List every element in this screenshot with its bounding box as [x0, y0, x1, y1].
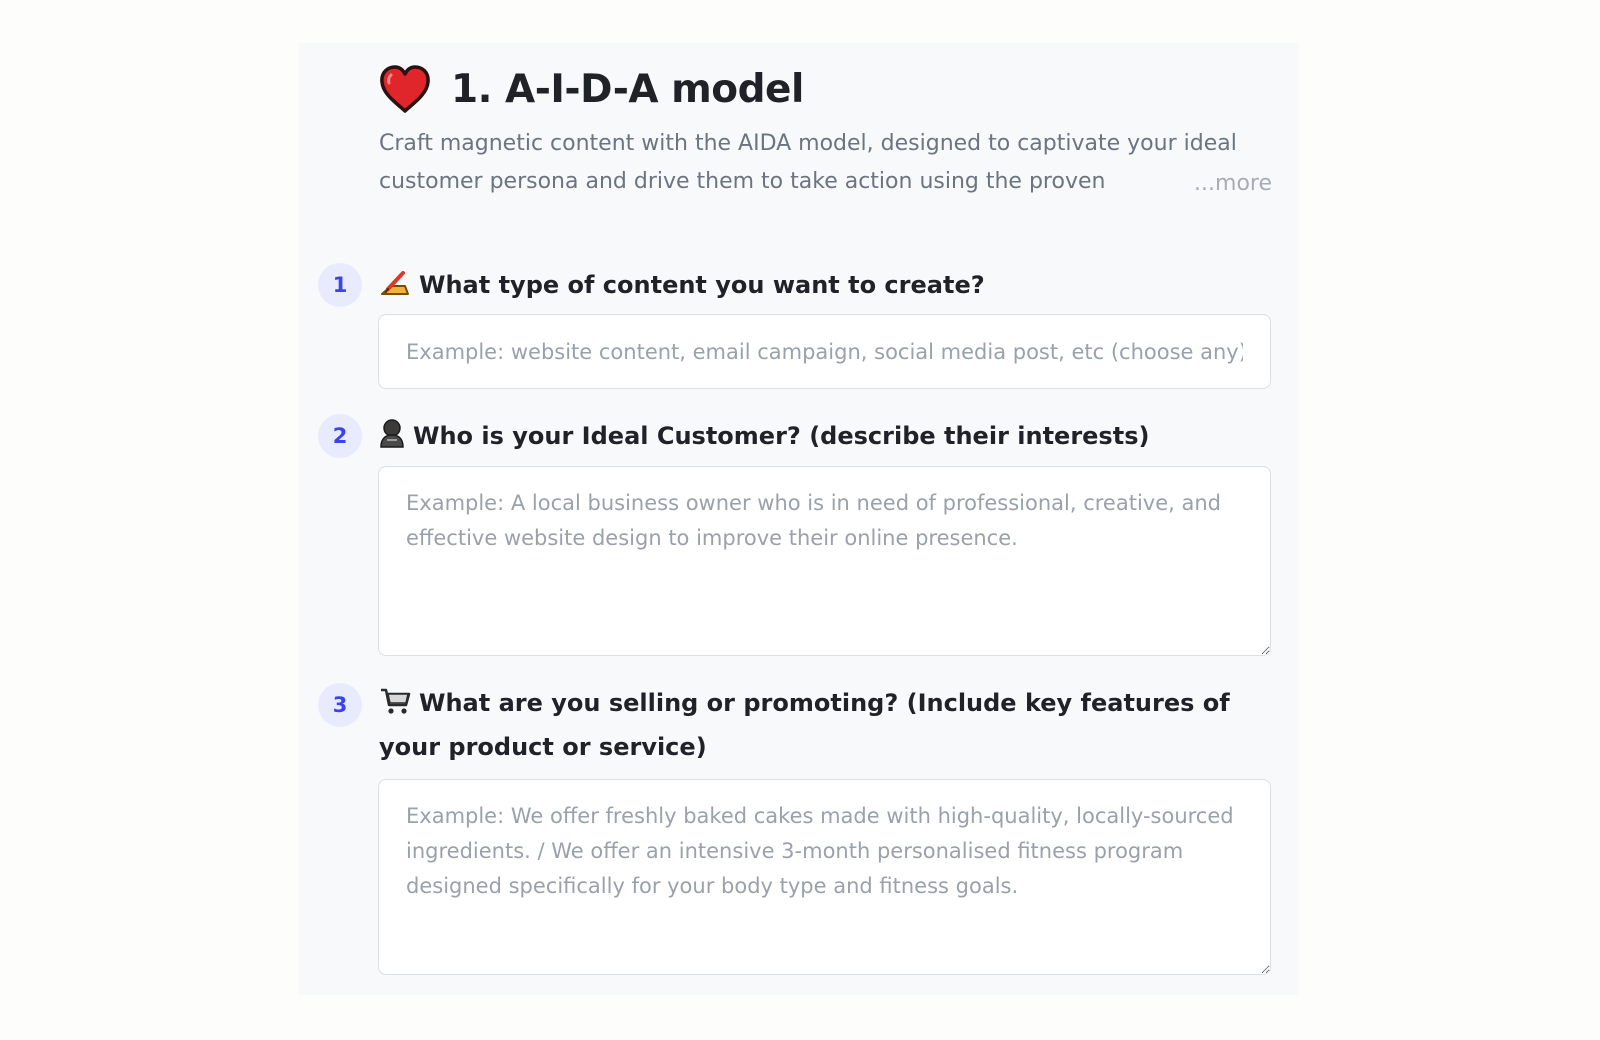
heart-icon	[379, 65, 431, 113]
question-number-badge: 2	[318, 414, 362, 458]
form-header	[379, 65, 1272, 203]
page-description: Craft magnetic content with the AIDA model, designed to captivate your ideal customer persona and drive them to take action using the proven	[379, 131, 1237, 194]
aida-form-panel	[299, 43, 1299, 995]
question-number-badge: 3	[318, 683, 362, 727]
ideal-customer-textarea[interactable]	[378, 466, 1271, 656]
question-number-badge: 1	[318, 263, 362, 307]
question-label-text: What are you selling or promoting? (Include key features of your product or service)	[379, 689, 1230, 761]
title-row	[379, 65, 1269, 113]
product-service-textarea[interactable]	[378, 779, 1271, 975]
person-icon	[379, 418, 405, 460]
content-type-input[interactable]	[378, 314, 1271, 389]
writing-hand-icon	[379, 269, 411, 309]
question-label	[379, 416, 1269, 460]
shopping-cart-icon	[379, 687, 411, 727]
page-title: 1. A-I-D-A model	[451, 66, 804, 112]
more-link[interactable]: ...more	[1150, 165, 1272, 203]
question-label	[379, 683, 1269, 767]
question-label-text: What type of content you want to create?	[419, 271, 985, 299]
question-label-text: Who is your Ideal Customer? (describe their interests)	[413, 422, 1150, 450]
description-container	[379, 125, 1272, 203]
question-label	[379, 265, 1269, 309]
